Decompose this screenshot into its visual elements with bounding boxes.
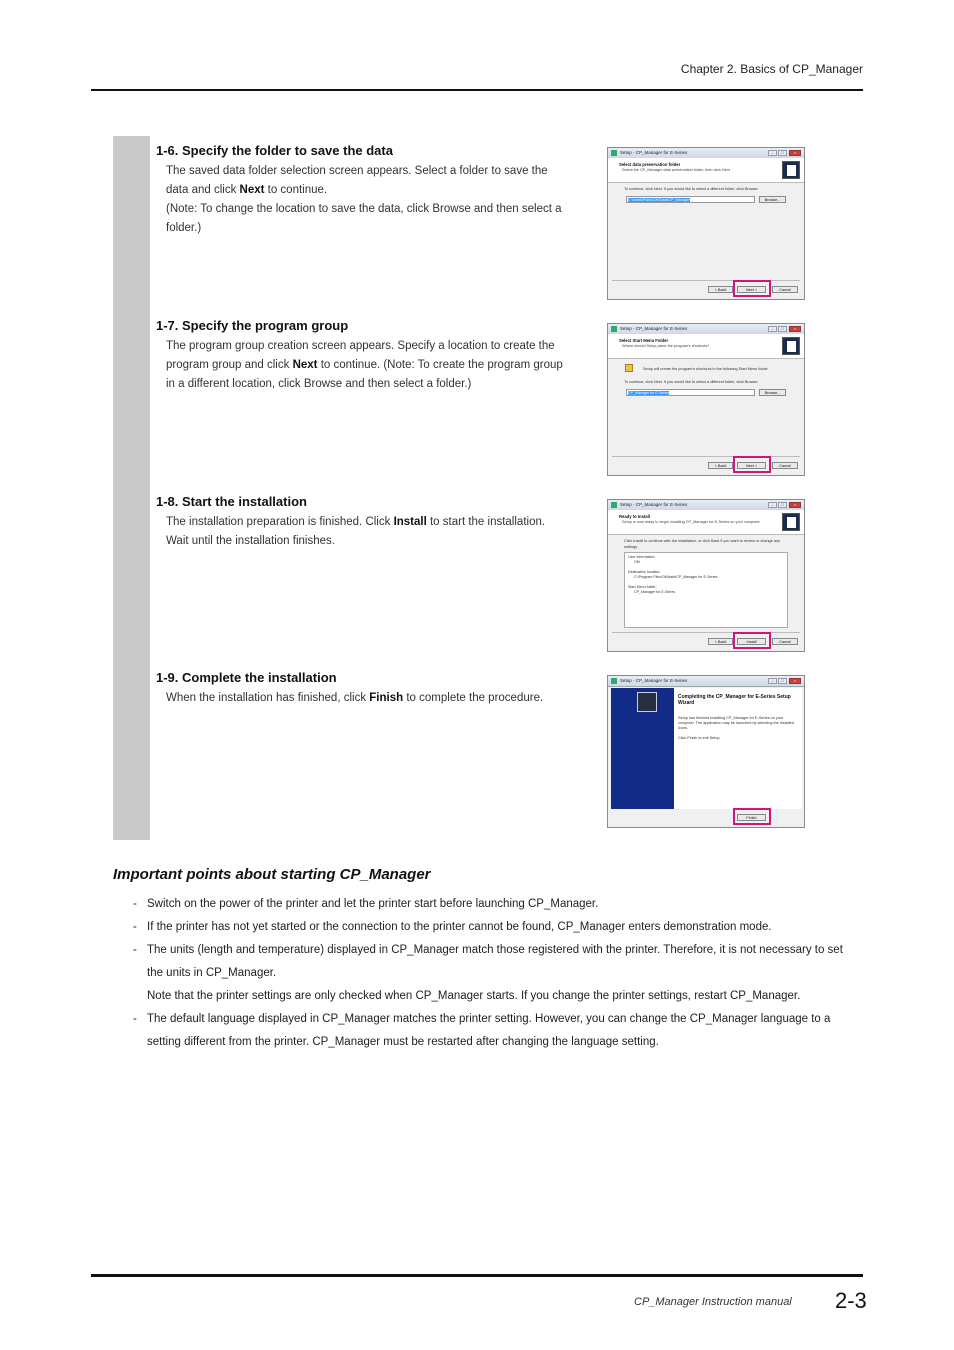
wizard-content-panel xyxy=(674,688,802,809)
minimize-icon[interactable]: – xyxy=(768,502,777,508)
list-item: - The units (length and temperature) displayed in CP_Manager match those registered with the printer. Therefore, it is not necessary to set the units in CP_Manager. xyxy=(133,944,843,979)
close-icon[interactable]: × xyxy=(789,150,801,156)
dialog-title: Setup - CP_Manager for E-Series xyxy=(620,150,688,155)
back-button[interactable]: < Back xyxy=(708,462,733,469)
summary-line: Start Menu folder: xyxy=(628,585,657,589)
install-summary-list[interactable] xyxy=(624,552,788,628)
close-icon[interactable]: × xyxy=(789,678,801,684)
highlight-frame xyxy=(733,808,771,825)
maximize-icon[interactable]: □ xyxy=(778,150,787,156)
dialog-header xyxy=(608,158,804,183)
important-points-list xyxy=(133,893,853,1054)
step-title: 1-6. Specify the folder to save the data xyxy=(156,143,393,158)
dialog-body-text: To continue, click Next. If you would like to select a different folder, click Browse. xyxy=(624,187,759,191)
dialog-completing xyxy=(607,675,805,828)
dialog-subheading: Setup is now ready to begin installing CP_Manager for E-Series on your computer. xyxy=(622,520,761,524)
summary-line: Destination location: xyxy=(628,570,661,574)
minimize-icon[interactable]: – xyxy=(768,326,777,332)
dialog-body-text: Setup will create the program's shortcuts in the following Start Menu folder. xyxy=(643,367,769,371)
chapter-header: Chapter 2. Basics of CP_Manager xyxy=(680,62,863,76)
setup-app-icon xyxy=(611,502,617,508)
back-button[interactable]: < Back xyxy=(708,286,733,293)
highlight-frame xyxy=(733,456,771,473)
dialog-subheading: Where should Setup place the program's shortcuts? xyxy=(622,344,710,348)
header-rule xyxy=(91,89,863,91)
highlight-frame xyxy=(733,280,771,297)
setup-logo-icon xyxy=(782,513,800,531)
dialog-body-text: Click Install to continue with the installation, or click Back if you want to review or change any settings. xyxy=(624,539,780,549)
dialog-ready-to-install xyxy=(607,499,805,652)
list-item: - The default language displayed in CP_Manager matches the printer setting. However, you can change the CP_Manager language to a setting different from the printer. CP_Manager must be restarted after changing the language setting. xyxy=(133,1013,831,1048)
dialog-body-text: To continue, click Next. If you would like to select a different folder, click Browse. xyxy=(624,380,759,384)
browse-button[interactable]: Browse... xyxy=(759,196,786,203)
dialog-start-menu xyxy=(607,323,805,476)
summary-line: C:\Program Files\OKIdata\CP_Manager for E-Series xyxy=(634,575,718,579)
dialog-heading: Completing the CP_Manager for E-Series Setup Wizard xyxy=(678,694,791,706)
dialog-title: Setup - CP_Manager for E-Series xyxy=(620,326,688,331)
setup-app-icon xyxy=(611,150,617,156)
summary-line: CP_Manager for E-Series xyxy=(634,590,676,594)
cancel-button[interactable]: Cancel xyxy=(772,462,798,469)
dialog-heading: Select data preservation folder xyxy=(619,162,681,167)
step-text: The saved data folder selection screen appears. Select a folder to save the data and click Next to continue. (Note: To change the location to save the data, click Browse and then select a folder.) xyxy=(166,165,562,234)
dialog-titlebar xyxy=(608,676,804,687)
step-title: 1-9. Complete the installation xyxy=(156,670,337,685)
step-text: When the installation has finished, click Finish to complete the procedure. xyxy=(166,692,544,704)
cancel-button[interactable]: Cancel xyxy=(772,286,798,293)
step-title: 1-8. Start the installation xyxy=(156,494,307,509)
maximize-icon[interactable]: □ xyxy=(778,502,787,508)
browse-button[interactable]: Browse... xyxy=(759,389,786,396)
dialog-title: Setup - CP_Manager for E-Series xyxy=(620,678,688,683)
setup-app-icon xyxy=(611,326,617,332)
back-button[interactable]: < Back xyxy=(708,638,733,645)
close-icon[interactable]: × xyxy=(789,326,801,332)
summary-line: OKI xyxy=(634,560,641,564)
dialog-data-folder xyxy=(607,147,805,300)
step-text: The installation preparation is finished. Click Install to start the installation. Wait until the installation finishes. xyxy=(166,516,546,547)
dialog-header xyxy=(608,334,804,359)
highlight-frame xyxy=(733,632,771,649)
maximize-icon[interactable]: □ xyxy=(778,678,787,684)
step-1-7 xyxy=(156,317,566,394)
setup-app-icon xyxy=(611,678,617,684)
dialog-title: Setup - CP_Manager for E-Series xyxy=(620,502,688,507)
wizard-banner-image xyxy=(611,688,674,809)
setup-logo-icon xyxy=(782,161,800,179)
step-title: 1-7. Specify the program group xyxy=(156,318,349,333)
minimize-icon[interactable]: – xyxy=(768,678,777,684)
footer-rule xyxy=(91,1274,863,1277)
cancel-button[interactable]: Cancel xyxy=(772,638,798,645)
dialog-subheading: Select the CP_Manager data preservation folder, then click Next xyxy=(622,168,730,172)
step-1-8 xyxy=(156,493,566,551)
dialog-heading: Ready to Install xyxy=(619,514,650,519)
list-item-continuation: Note that the printer settings are only checked when CP_Manager starts. If you change the printer settings, restart CP_Manager. xyxy=(147,990,801,1002)
divider xyxy=(612,632,800,633)
folder-icon xyxy=(625,364,633,372)
section-heading: Important points about starting CP_Manager xyxy=(113,866,431,883)
manual-title: CP_Manager Instruction manual xyxy=(634,1296,792,1308)
divider xyxy=(612,280,800,281)
step-text: The program group creation screen appears. Specify a location to create the program group and click Next to continue. (Note: To create the program group in a different location, click Browse and then select a folder.) xyxy=(166,340,563,390)
start-menu-folder-input[interactable]: CP_Manager for E-Series xyxy=(626,389,755,396)
divider xyxy=(612,456,800,457)
close-icon[interactable]: × xyxy=(789,502,801,508)
maximize-icon[interactable]: □ xyxy=(778,326,787,332)
finish-button[interactable]: Finish xyxy=(737,814,766,821)
minimize-icon[interactable]: – xyxy=(768,150,777,156)
next-button[interactable]: Next > xyxy=(737,462,766,469)
step-1-6 xyxy=(156,142,566,238)
step-1-9 xyxy=(156,669,566,708)
install-button[interactable]: Install xyxy=(737,638,766,645)
next-button[interactable]: Next > xyxy=(737,286,766,293)
folder-path-input[interactable]: C:\Users\Public\OKIData\CP_Manager xyxy=(626,196,755,203)
dialog-body-text: Click Finish to exit Setup. xyxy=(678,736,721,740)
dialog-heading: Select Start Menu Folder xyxy=(619,338,669,343)
page-number: 2-3 xyxy=(835,1288,867,1313)
dialog-body-text: Setup has finished installing CP_Manager for E-Series on your computer. The application may be launched by selecting the installed icons. xyxy=(678,716,794,730)
summary-line: User information: xyxy=(628,555,656,559)
setup-logo-icon xyxy=(782,337,800,355)
list-item: - If the printer has not yet started or the connection to the printer cannot be found, CP_Manager enters demonstration mode. xyxy=(133,921,772,933)
list-item: - Switch on the power of the printer and let the printer start before launching CP_Manager. xyxy=(133,898,599,910)
procedure-sidebar xyxy=(113,136,150,840)
dialog-header xyxy=(608,510,804,535)
